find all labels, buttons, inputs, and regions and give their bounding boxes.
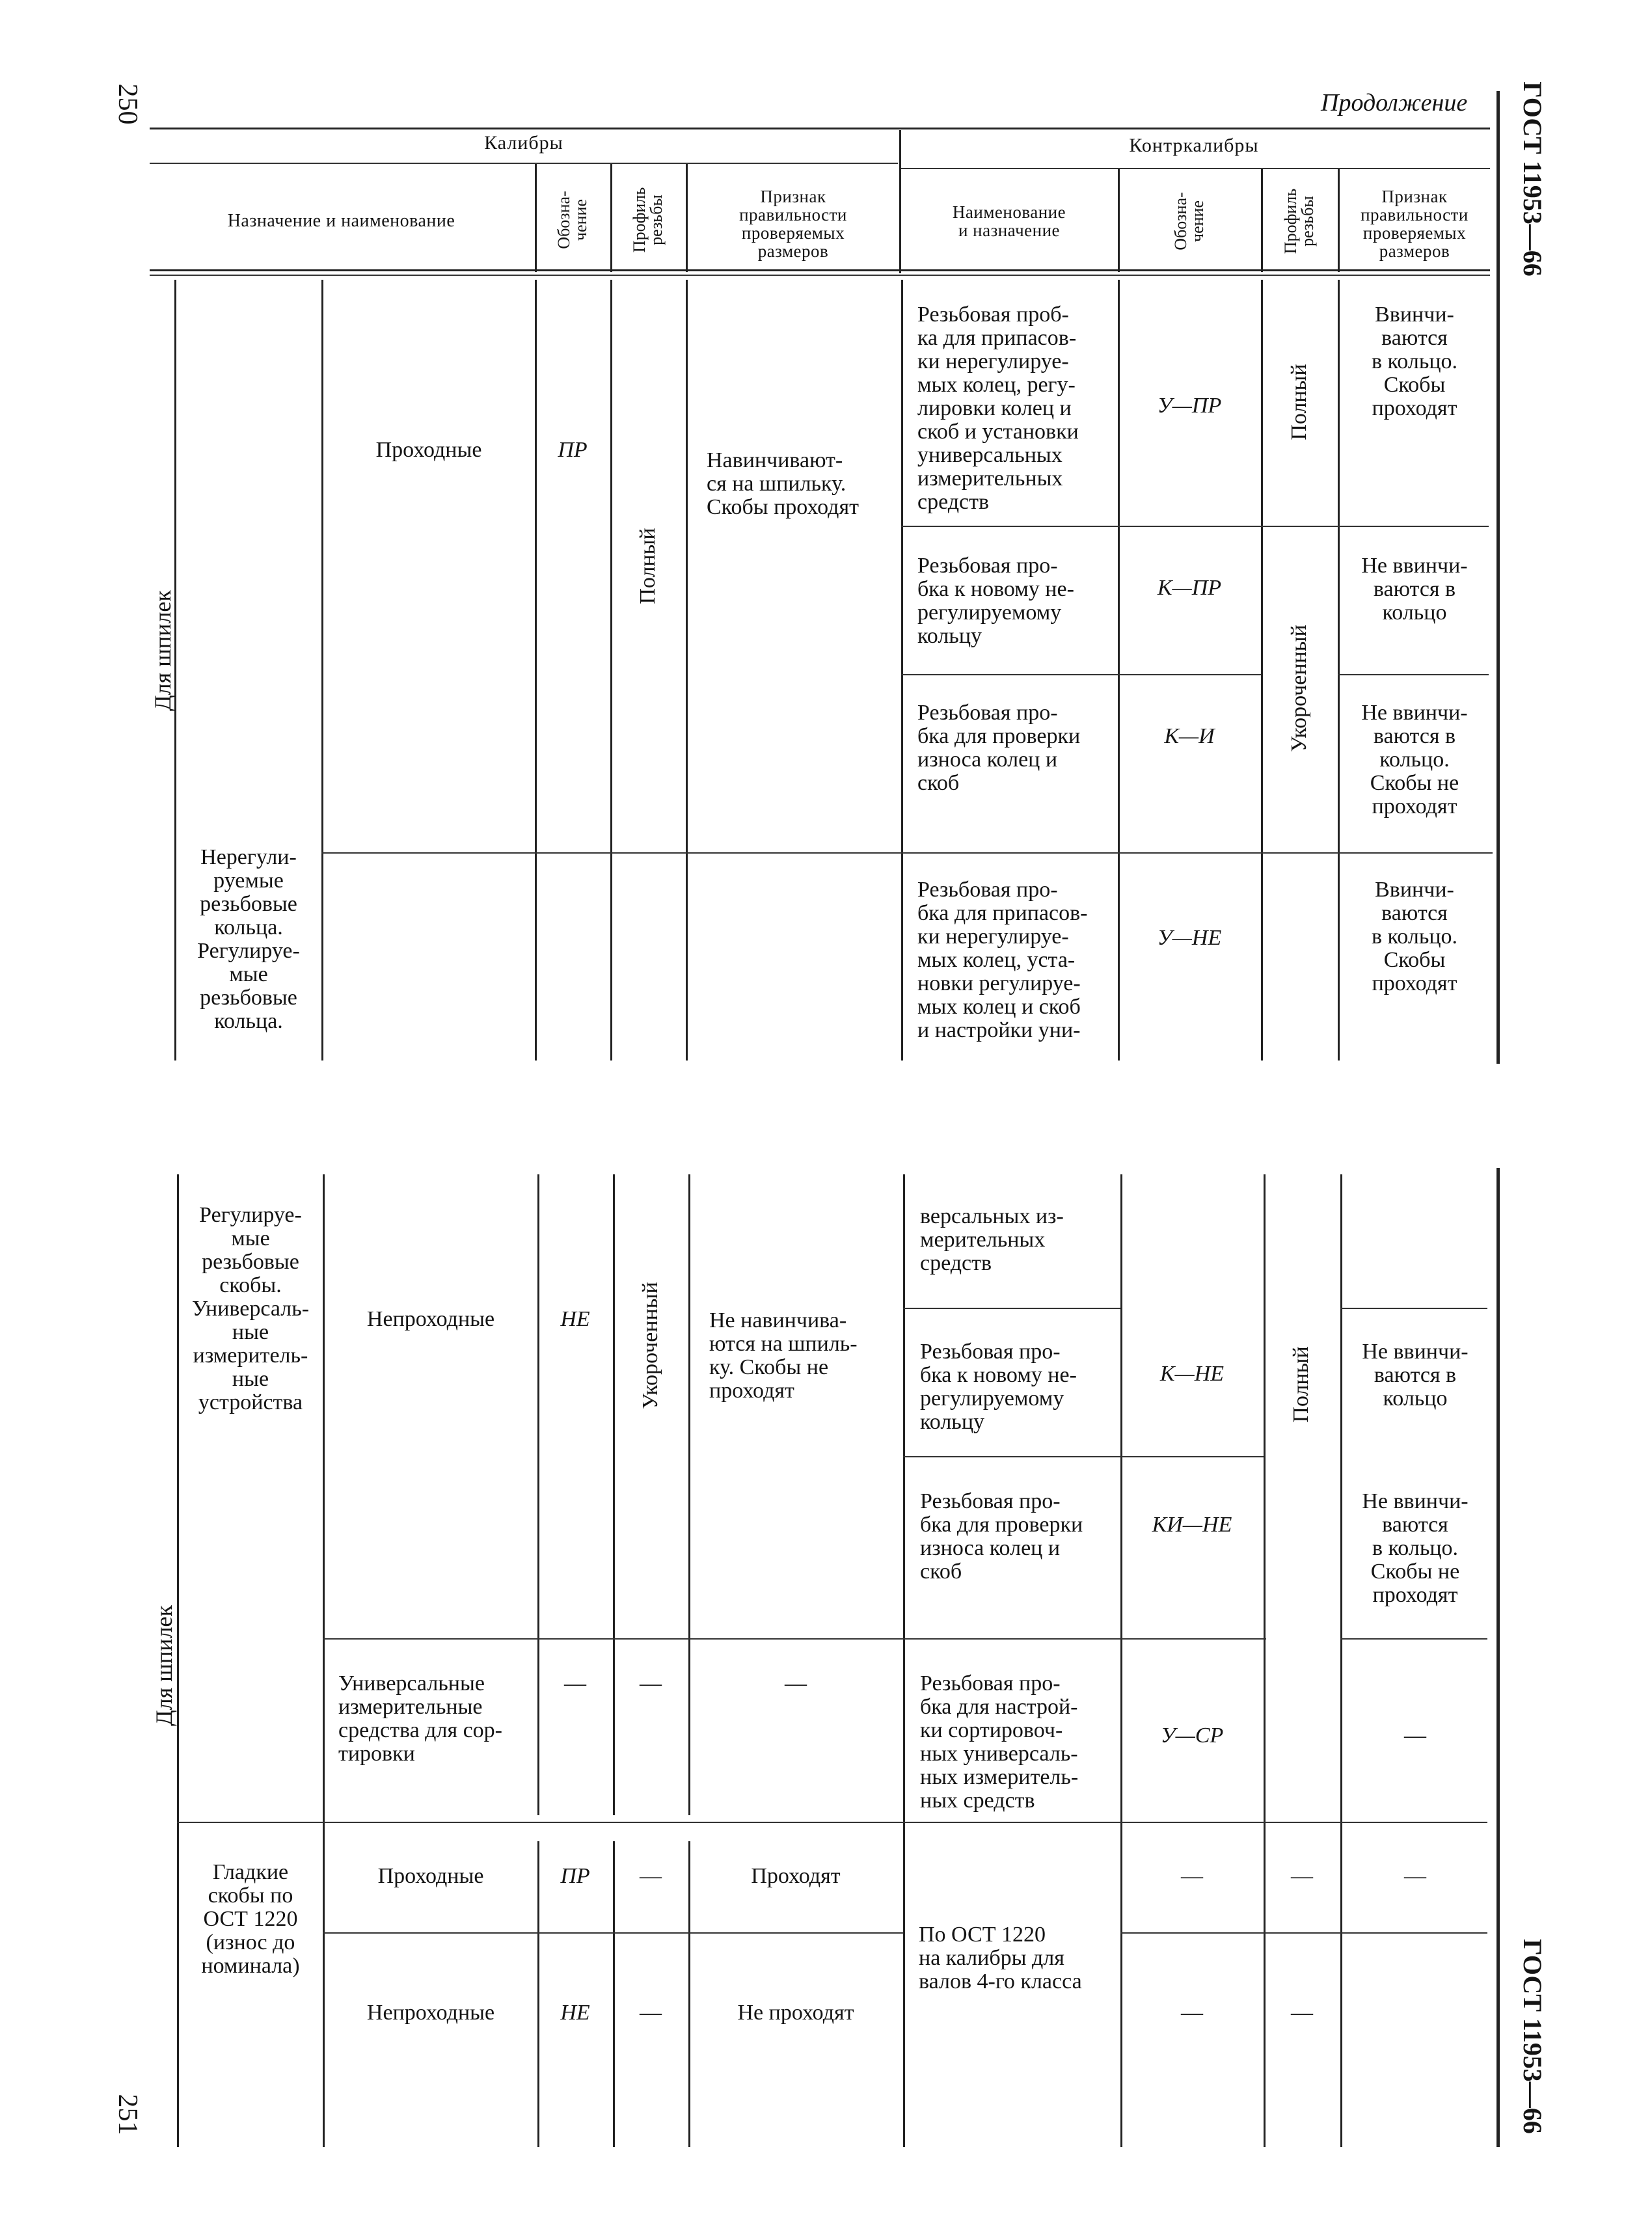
- counter-gauges-heading: Контркалибры: [1129, 135, 1259, 156]
- top-vline-2: [535, 280, 537, 1060]
- header-cg-designation: Обозна- чение: [1171, 192, 1207, 250]
- bottom-smooth-nogo-profile: —: [640, 2001, 662, 2025]
- bottom-smooth-go-profile: —: [640, 1864, 662, 1888]
- bot-hline-smooth-midb: [1120, 1932, 1487, 1934]
- bot-vline-2b: [537, 1841, 539, 2147]
- bottom-controlled-items: Регулируе- мые резьбовые скобы. Универсаль- ные измеритель- ные устройства: [191, 1203, 310, 1414]
- bot-vline-6: [1120, 1174, 1122, 2147]
- bot-hline-row1: [903, 1456, 1264, 1457]
- bottom-universal-cg-designation: У—СР: [1160, 1723, 1224, 1748]
- bottom-smooth-nogo-cg-profile: —: [1291, 2001, 1313, 2025]
- bot-vline-1: [323, 1174, 325, 2147]
- header-purpose-name: Назначение и наименование: [227, 211, 455, 231]
- hdr-vline-6: [1338, 169, 1340, 272]
- top-controlled-items: Нерегули- руемые резьбовые кольца. Регулируе- мые резьбовые кольца.: [197, 845, 300, 1033]
- bot-hline-smooth-mid: [323, 1932, 903, 1934]
- top-gauge-name: Проходные: [375, 438, 482, 462]
- bottom-gauge-criterion: Не навинчива- ются на шпиль- ку. Скобы не проходят: [709, 1308, 858, 1403]
- bot-hline-contb: [1340, 1308, 1487, 1309]
- bot-hline-row2: [323, 1638, 1266, 1640]
- header-designation: Обозна- чение: [554, 191, 590, 249]
- top-hline-row2b: [1338, 674, 1489, 675]
- top-hline-row1: [901, 526, 1261, 527]
- top-cg2-criterion: Не ввинчи- ваются в кольцо: [1361, 554, 1468, 625]
- bottom-smooth-nogo-name: Непроходные: [366, 2001, 495, 2025]
- top-shortened-profile: Укороченный: [1287, 625, 1311, 752]
- bottom-gauge-designation: НЕ: [560, 1307, 590, 1331]
- hdr-vline-4: [1118, 169, 1120, 272]
- top-gauge-criterion: Навинчивают- ся на шпильку. Скобы проходят: [707, 448, 859, 519]
- bottom-smooth-go-cg-profile: —: [1291, 1864, 1313, 1888]
- bottom-universal-profile: —: [640, 1671, 662, 1695]
- bottom-cg1-criterion: Не ввинчи- ваются в кольцо: [1362, 1340, 1469, 1411]
- header-thread-profile: Профиль резьбы: [630, 187, 666, 253]
- header-sub-rule-right: [901, 168, 1490, 169]
- bottom-smooth-go-name: Проходные: [377, 1864, 484, 1888]
- top-cg1-designation: У—ПР: [1157, 394, 1222, 418]
- bot-hline-row2b: [1340, 1638, 1487, 1640]
- top-gauge-profile: Полный: [636, 528, 660, 604]
- bottom-universal-criterion: —: [785, 1671, 807, 1695]
- bot-vline-4b: [688, 1841, 690, 2147]
- header-bottom-rule-2: [150, 275, 1490, 276]
- bot-hline-cont: [903, 1308, 1120, 1309]
- bottom-group-label: Для шпилек: [151, 1605, 177, 1726]
- top-cg1-name: Резьбовая проб- ка для припасов- ки нерегулируе- мых колец, регу- лировки колец и скоб и установки универсальных измерительных средств: [917, 303, 1079, 514]
- bottom-cg1-designation: К—НЕ: [1159, 1362, 1225, 1386]
- bot-vline-7: [1264, 1174, 1266, 2147]
- standard-code-top: ГОСТ 11953—66: [1518, 81, 1547, 277]
- top-cg3-name: Резьбовая про- бка для проверки износа колец и скоб: [917, 701, 1081, 795]
- header-cg-criterion: Признак правильности проверяемых размеров: [1361, 187, 1469, 261]
- bottom-smooth-nogo-cg-designation: —: [1181, 2001, 1203, 2025]
- header-cg-name: Наименование и назначение: [952, 202, 1066, 240]
- bot-vline-8: [1340, 1174, 1342, 2147]
- top-cg4-designation: У—НЕ: [1157, 926, 1222, 950]
- bottom-cg2-designation: КИ—НЕ: [1152, 1513, 1232, 1537]
- right-margin-rule-top: [1496, 91, 1500, 1064]
- gauges-heading: Калибры: [484, 132, 563, 154]
- hdr-vline-2: [610, 164, 612, 272]
- header-top-rule: [150, 128, 1490, 129]
- top-group-label: Для шпилек: [150, 590, 176, 711]
- header-divider-main: [899, 130, 901, 273]
- top-vline-8: [1338, 280, 1340, 1060]
- bottom-universal-name: Универсальные измерительные средства для сор- тировки: [338, 1671, 502, 1766]
- top-cg2-designation: К—ПР: [1157, 576, 1222, 600]
- right-margin-rule-bottom: [1496, 1168, 1500, 2147]
- bottom-smooth-go-criterion: Проходят: [751, 1864, 841, 1888]
- bottom-smooth-controlled: Гладкие скобы по ОСТ 1220 (износ до номинала): [201, 1860, 300, 1978]
- bottom-smooth-go-designation: ПР: [560, 1864, 590, 1888]
- bottom-cg2-criterion: Не ввинчи- ваются в кольцо. Скобы не проходят: [1362, 1489, 1469, 1607]
- bot-vline-5: [903, 1174, 905, 2147]
- header-cg-profile: Профиль резьбы: [1281, 188, 1317, 254]
- bottom-smooth-cg-name: По ОСТ 1220 на калибры для валов 4-го класса: [919, 1923, 1082, 1993]
- bottom-universal-designation: —: [564, 1671, 586, 1695]
- top-cg1-criterion: Ввинчи- ваются в кольцо. Скобы проходят: [1371, 303, 1458, 420]
- top-cg3-criterion: Не ввинчи- ваются в кольцо. Скобы не проходят: [1361, 701, 1468, 818]
- header-sub-rule-left: [150, 163, 898, 164]
- bottom-gauge-name: Непроходные: [366, 1307, 495, 1331]
- top-cg4-name: Резьбовая про- бка для припасов- ки нерегулируе- мых колец, уста- новки регулируе- мых колец и скоб и настройки уни-: [917, 878, 1088, 1042]
- continuation-label: Продолжение: [1321, 89, 1468, 116]
- bot-vline-4: [688, 1174, 690, 1815]
- header-criterion: Признак правильности проверяемых размеров: [739, 187, 847, 261]
- bottom-gauge-profile: Укороченный: [638, 1282, 662, 1409]
- top-vline-5: [901, 280, 903, 1060]
- top-cg2-name: Резьбовая про- бка к новому не- регулируемому кольцу: [917, 554, 1074, 648]
- top-vline-7: [1261, 280, 1263, 1060]
- bot-hline-smooth: [177, 1822, 1487, 1823]
- bottom-smooth-nogo-designation: НЕ: [560, 2001, 590, 2025]
- standard-code-bottom: ГОСТ 11953—66: [1518, 1939, 1547, 2134]
- bot-vline-3: [613, 1174, 615, 1815]
- top-gauge-designation: ПР: [558, 438, 588, 462]
- top-cg1-profile: Полный: [1287, 364, 1311, 440]
- bottom-smooth-go-cg-designation: —: [1181, 1864, 1203, 1888]
- hdr-vline-3: [686, 164, 688, 272]
- bottom-universal-cg-criterion: —: [1404, 1723, 1426, 1748]
- bot-vline-3b: [613, 1841, 615, 2147]
- top-vline-6: [1118, 280, 1120, 1060]
- bottom-smooth-nogo-criterion: Не проходят: [737, 2001, 854, 2025]
- top-vline-3: [610, 280, 612, 1060]
- page-number-bottom: 251: [113, 2094, 142, 2135]
- bottom-cg-continued-name: версальных из- мерительных средств: [920, 1204, 1064, 1275]
- top-vline-1: [321, 280, 323, 1060]
- hdr-vline-5: [1261, 169, 1263, 272]
- bottom-universal-cg-name: Резьбовая про- бка для настрой- ки сортировоч- ных универсаль- ных измеритель- ных средств: [920, 1671, 1079, 1813]
- bottom-cg2-name: Резьбовая про- бка для проверки износа колец и скоб: [920, 1489, 1083, 1584]
- top-vline-4: [686, 280, 688, 1060]
- top-hline-row1b: [1261, 526, 1489, 527]
- top-cg4-criterion: Ввинчи- ваются в кольцо. Скобы проходят: [1371, 878, 1458, 995]
- top-hline-gauge-end: [321, 852, 1493, 854]
- bottom-smooth-go-cg-criterion: —: [1404, 1864, 1426, 1888]
- page-number-top: 250: [113, 83, 142, 125]
- top-hline-row2: [901, 674, 1261, 675]
- header-bottom-rule-1: [150, 269, 1490, 271]
- bottom-cg1-name: Резьбовая про- бка к новому не- регулируемому кольцу: [920, 1340, 1077, 1434]
- top-cg3-designation: К—И: [1164, 724, 1215, 748]
- bottom-full-profile: Полный: [1289, 1346, 1313, 1423]
- bot-vline-2: [537, 1174, 539, 1815]
- hdr-vline-1: [535, 164, 537, 272]
